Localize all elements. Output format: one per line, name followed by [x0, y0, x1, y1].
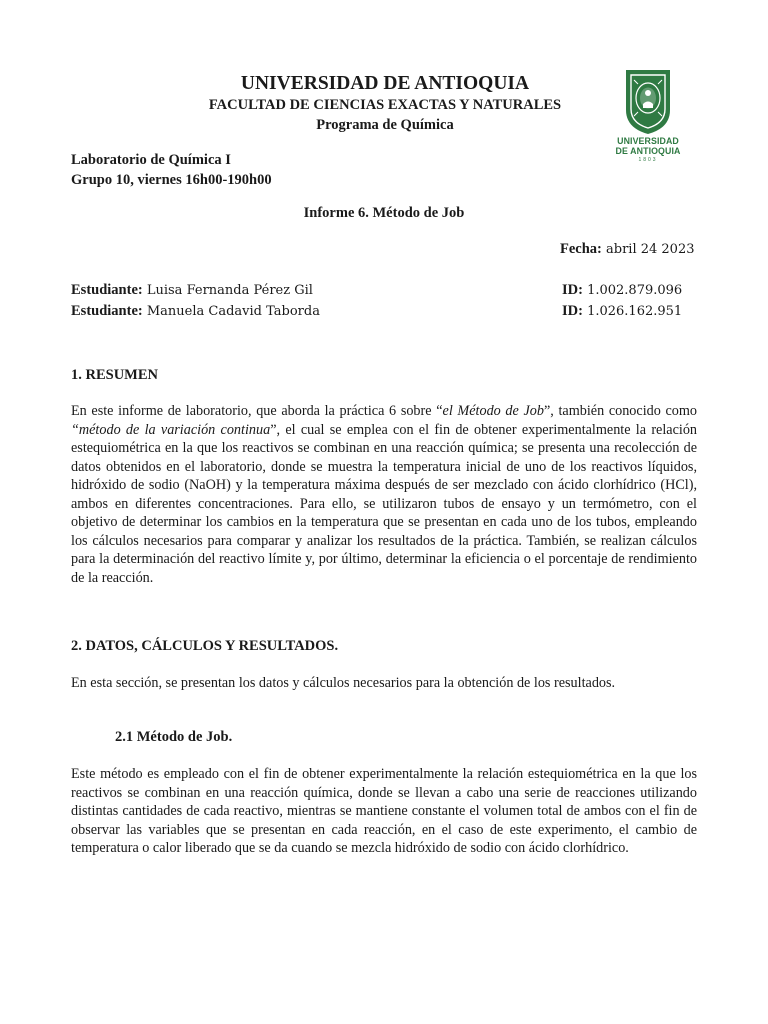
emphasis-text: “método de la variación continua — [71, 421, 271, 438]
report-date — [560, 241, 695, 258]
document-header — [80, 72, 690, 135]
text-run: En este informe de laboratorio, que aborda la práctica 6 sobre “ — [71, 403, 443, 419]
report-title: Informe 6. Método de Job — [303, 205, 465, 221]
program-name: Programa de Química — [316, 117, 454, 133]
date-value: abril 24 2023 — [601, 242, 695, 257]
logo-year: 1803 — [638, 157, 658, 163]
group-info: Grupo 10, viernes 16h00-190h00 — [71, 172, 272, 188]
student-row-2 — [71, 303, 320, 320]
id-label: ID: — [562, 303, 583, 319]
section-heading-resumen: 1. RESUMEN — [71, 367, 159, 383]
logo-text-line1: UNIVERSIDAD — [617, 136, 679, 146]
course-info — [71, 150, 272, 190]
section-heading-datos: 2. DATOS, CÁLCULOS Y RESULTADOS. — [71, 638, 339, 654]
student-row-1 — [71, 282, 313, 299]
university-seal-icon — [622, 66, 674, 136]
text-run: ”, también conocido como — [543, 403, 698, 419]
student-label: Estudiante: — [71, 303, 143, 319]
student-id-1 — [562, 282, 682, 299]
student-id-2 — [562, 303, 682, 320]
job-method-paragraph: Este método es empleado con el fin de obtener experimentalmente la relación estequiométrica en la que los reactivos se combinan en una reacción química, donde se llevan a cabo una serie de reacciones utilizando distintas cantidades de cada reactivo, mientras se mantiene constante el volumen total de ambos con el fin de observar las variables que se presentan en cada reacción, en el caso de este experimento, el cambio de temperatura o calor liberado que se da cuando se mezcla hidróxido de sodio con ácido clorhídrico. — [71, 766, 697, 856]
university-name: UNIVERSIDAD DE ANTIOQUIA — [240, 73, 530, 94]
student-name: Manuela Cadavid Taborda — [142, 304, 320, 319]
id-value: 1.002.879.096 — [582, 283, 683, 298]
logo-text-line2: DE ANTIOQUIA — [615, 146, 681, 156]
resumen-paragraph — [71, 402, 697, 587]
student-name: Luisa Fernanda Pérez Gil — [142, 283, 313, 298]
section-intro-paragraph: En esta sección, se presentan los datos y cálculos necesarios para la obtención de los resultados. — [71, 675, 616, 691]
id-label: ID: — [562, 282, 583, 298]
university-logo — [611, 66, 685, 163]
student-label: Estudiante: — [71, 282, 143, 298]
faculty-name: FACULTAD DE CIENCIAS EXACTAS Y NATURALES — [208, 97, 562, 113]
text-run: ”, el cual se emplea con el fin de obtener experimentalmente la relación estequiométrica en la que los reactivos se combinan en una reacción química; se presenta una recolección de datos obtenidos en el laboratorio, donde se muestra la temperatura inicial de uno de los reactivos líquidos, hidróxido de sodio (NaOH) y la temperatura máxima después de ser mezclado con ácido clorhídrico (HCl), ambos en diferentes concentraciones. Para ello, se utilizaron tubos de ensayo y un termómetro, con el objetivo de determinar los cambios en la temperatura que se presentan en cada uno de los tubos, empleando los cálculos necesarios para comparar y analizar los resultados de la práctica. También, se realizan cálculos para la determinación del reactivo límite y, por último, determinar la eficiencia o el porcentaje de rendimiento de la reacción. — [71, 421, 698, 586]
date-label: Fecha: — [560, 241, 602, 257]
emphasis-text: el Método de Job — [442, 403, 544, 419]
id-value: 1.026.162.951 — [582, 304, 683, 319]
lab-name: Laboratorio de Química I — [71, 152, 231, 168]
subsection-heading-job: 2.1 Método de Job. — [115, 729, 233, 745]
